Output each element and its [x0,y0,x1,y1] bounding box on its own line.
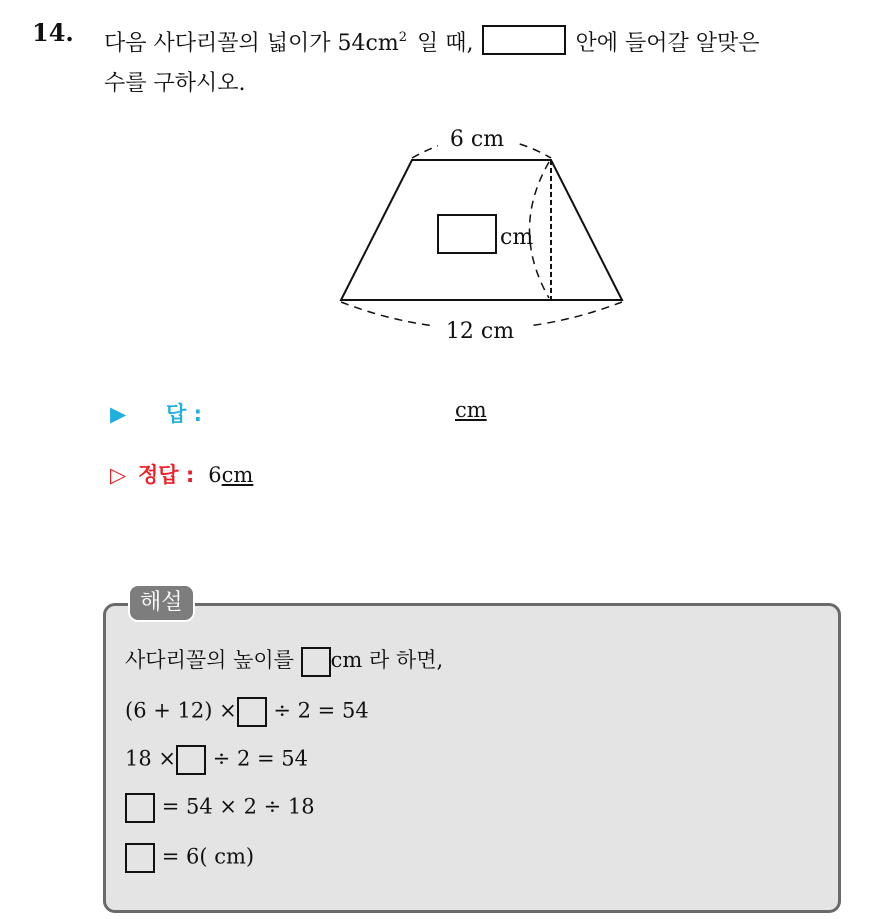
explanation-line-5-text: = 6( cm) [161,844,255,869]
blank-box-small [237,697,267,727]
explanation-line-2b: ÷ 2 = 54 [273,698,369,723]
height-blank-box [438,215,496,253]
question-number: 14. [32,18,74,47]
correct-value: 6 [208,463,222,487]
bottom-label: 12 cm [445,319,515,344]
explanation-line-4-text: = 54 × 2 ÷ 18 [161,794,315,819]
blank-box-small [301,647,331,677]
blank-box-small [125,793,155,823]
question-text-part1: 다음 사다리꼴의 넓이가 54 [104,31,366,56]
explanation-line-1b: cm 라 하면, [330,648,444,672]
blank-box-small [176,745,206,775]
question-text-line2: 수를 구하시오. [104,71,246,96]
question-text-part2: 일 때, [416,31,474,56]
explanation-line-1 [125,644,443,677]
correct-arrow-icon: ▷ [110,463,127,487]
question-text-part3: 안에 들어갈 알맞은 [575,31,760,56]
explanation-line-5 [125,843,254,873]
question-unit: cm [365,31,399,56]
answer-arrow-icon: ▶ [110,402,127,426]
answer-row [110,398,487,428]
explanation-line-3b: ÷ 2 = 54 [212,746,308,771]
explanation-line-2a: (6 + 12) × [125,698,237,723]
explanation-line-3a: 18 × [125,746,176,771]
explanation-line-2 [125,697,369,727]
height-unit-label: cm [500,225,534,250]
correct-label: 정답 : [138,463,195,487]
answer-label: 답 : [166,402,202,426]
correct-unit: cm [221,463,254,487]
explanation-line-1a: 사다리꼴의 높이를 [125,648,294,672]
explanation-tab: 해설 [128,584,195,622]
explanation-line-3 [125,745,308,775]
question-exponent: 2 [398,30,407,45]
blank-box-small [125,843,155,873]
top-label: 6 cm [449,127,505,152]
trapezoid-figure [0,0,884,400]
correct-answer-row [110,459,253,489]
answer-unit: cm [455,398,487,422]
explanation-line-4 [125,793,315,823]
